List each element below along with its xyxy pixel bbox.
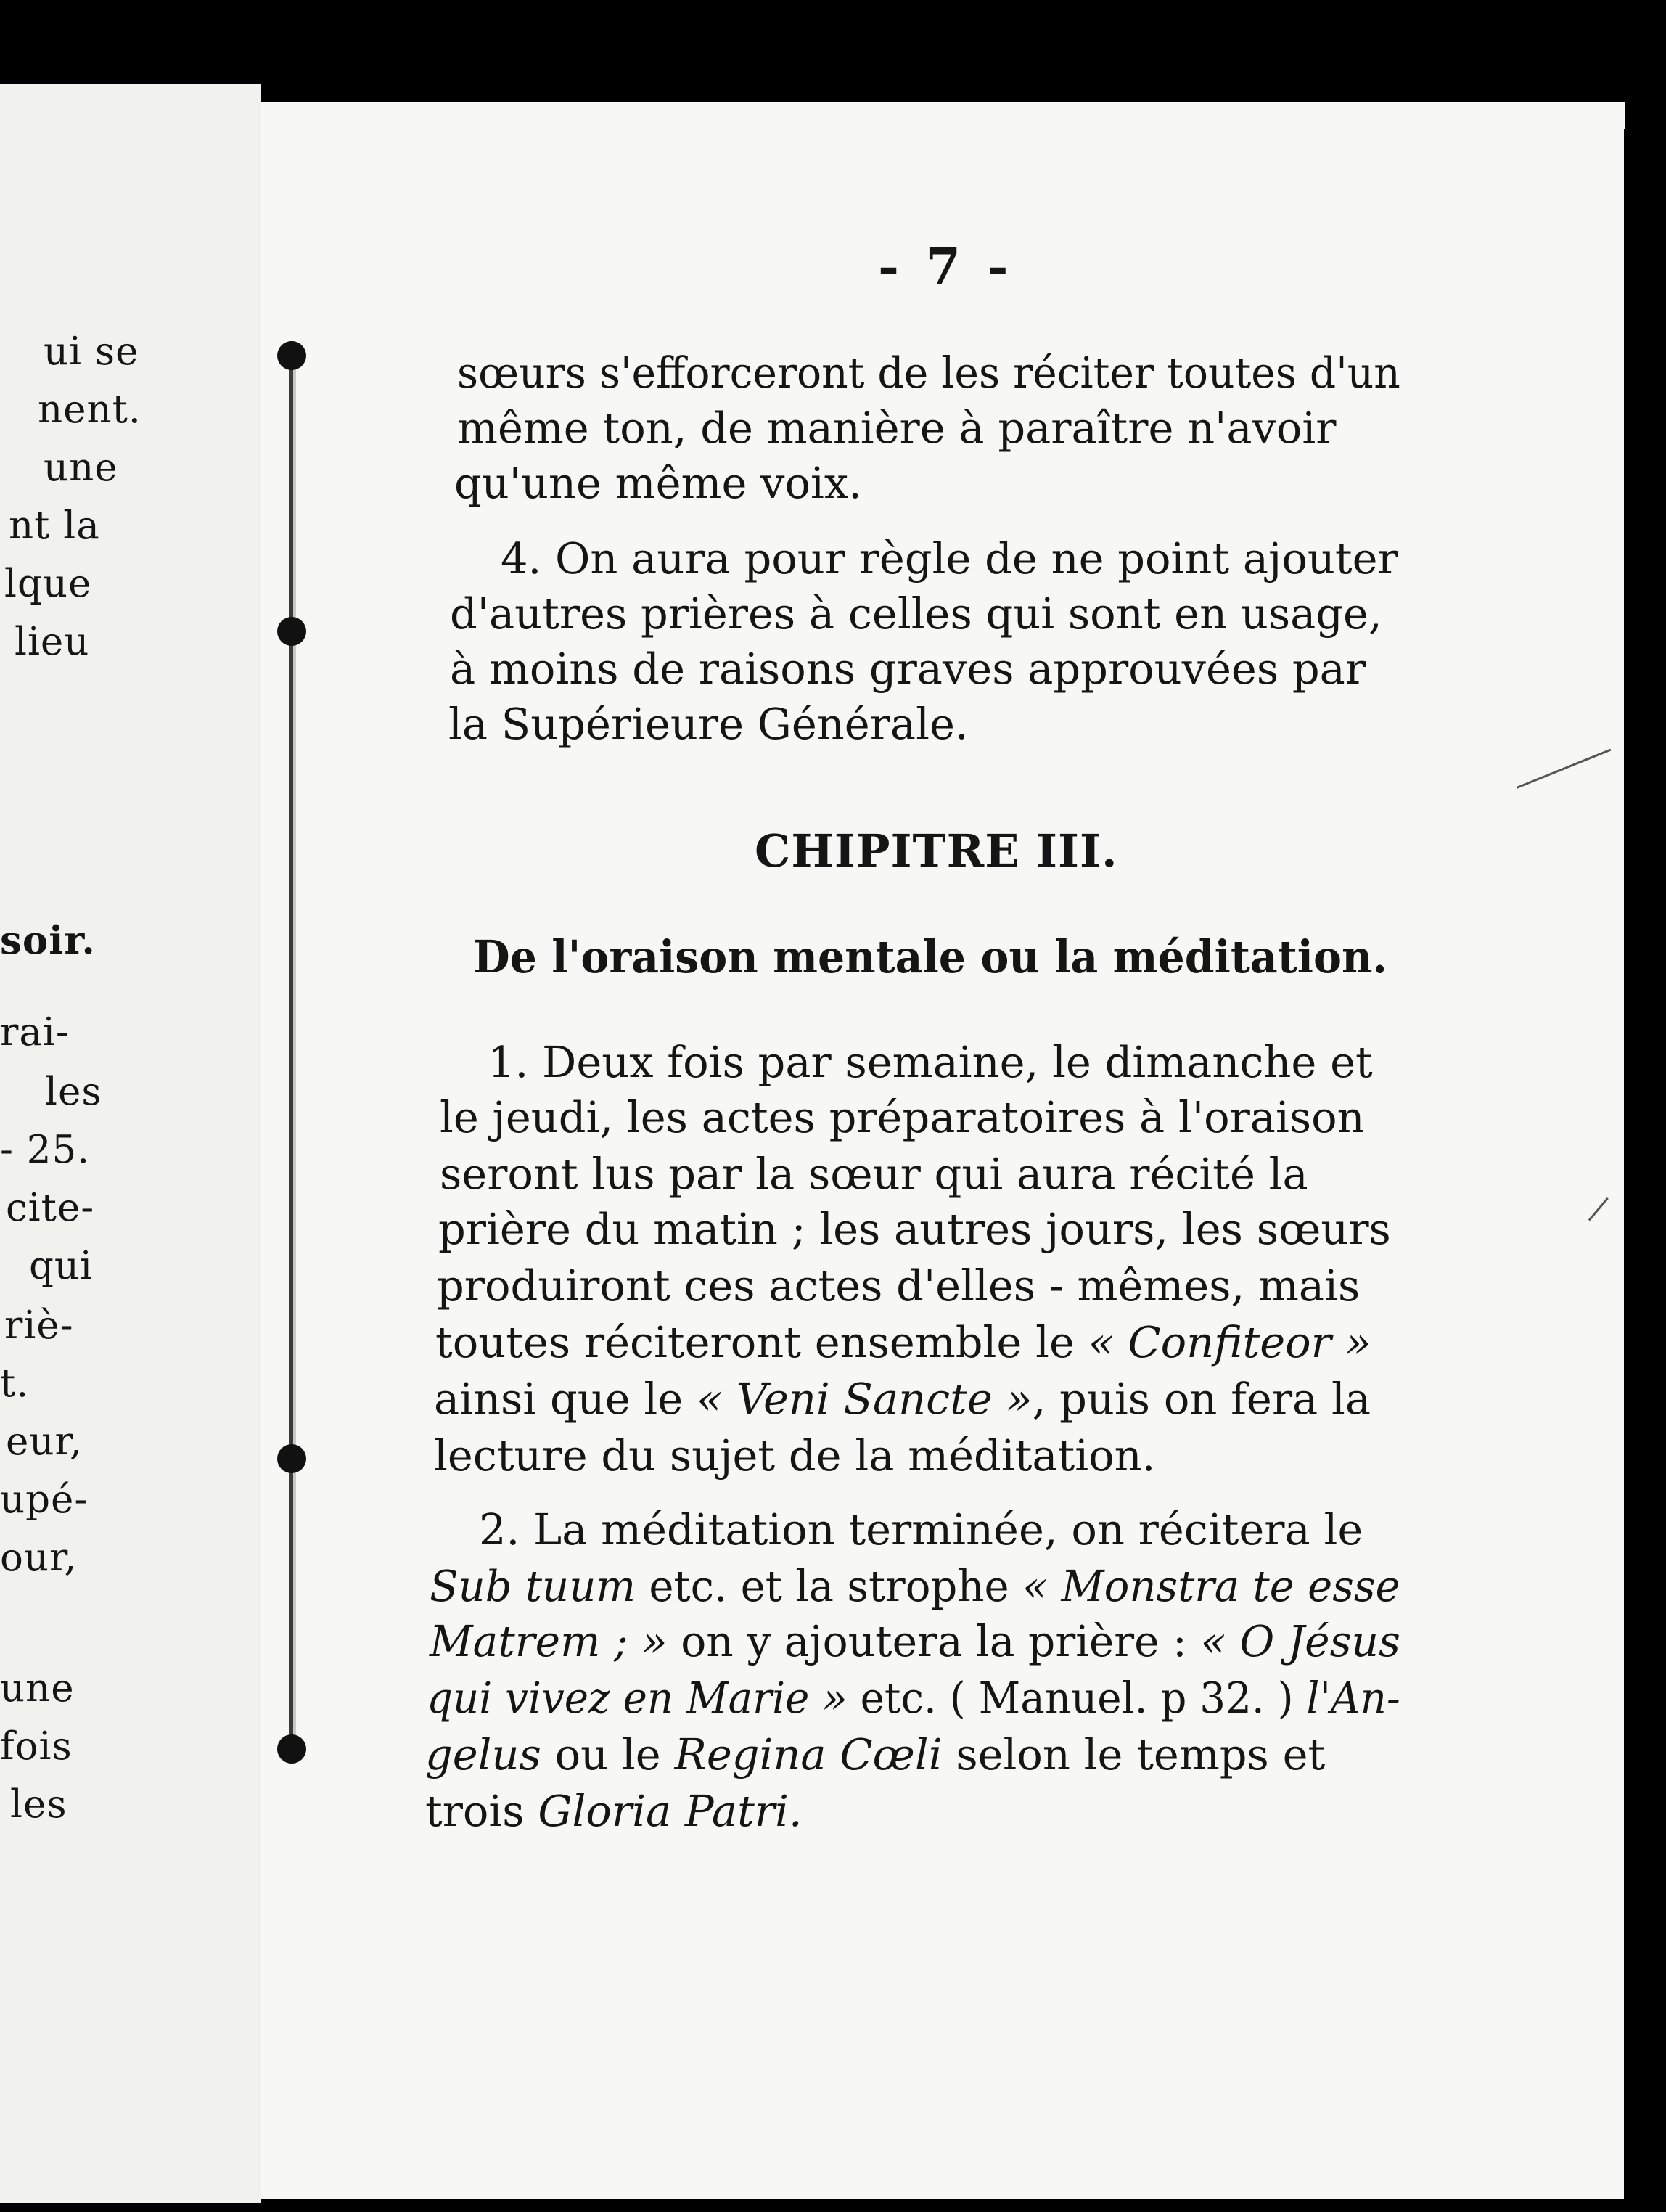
text-line: 1. Deux fois par semaine, le dimanche et (488, 1037, 1373, 1087)
text-span: , puis on fera la (1032, 1374, 1371, 1424)
thread-knot (277, 1444, 306, 1473)
text-line: sœurs s'efforceront de les réciter toutes d'un (457, 348, 1400, 398)
italic-span: Matrem ; » (430, 1616, 668, 1666)
left-fragment: une (44, 446, 118, 490)
text-line (427, 1673, 1400, 1723)
text-span: etc. et la strophe (649, 1561, 1009, 1611)
text-line: 2. La méditation terminée, on récitera le (479, 1504, 1363, 1554)
italic-span: qui vivez en Marie » (427, 1673, 848, 1723)
text-line: produiront ces actes d'elles - mêmes, mais (437, 1261, 1361, 1311)
thread-knot (277, 617, 306, 646)
italic-span: gelus (425, 1729, 541, 1779)
italic-span: « Monstra te esse (1022, 1561, 1400, 1611)
left-fragment: fois (0, 1724, 73, 1769)
left-fragment: qui (29, 1244, 94, 1288)
left-fragment: nt la (9, 504, 100, 548)
left-fragment: - 25. (0, 1128, 91, 1172)
text-line (430, 1616, 1400, 1666)
thread-knot (277, 341, 306, 370)
binding-thread (277, 341, 303, 1764)
text-span: selon le temps et (956, 1729, 1326, 1779)
text-line: à moins de raisons graves approuvées par (450, 644, 1366, 694)
text-span: ou le (554, 1729, 661, 1779)
italic-span: « O Jésus (1200, 1616, 1400, 1666)
left-fragment: riè- (4, 1303, 74, 1348)
left-fragment: t. (0, 1361, 30, 1406)
text-line (435, 1317, 1371, 1367)
chapter-title: CHIPITRE III. (755, 824, 1118, 877)
left-fragment: nent. (38, 388, 141, 432)
left-fragment: ui se (44, 329, 139, 374)
left-fragment: our, (0, 1536, 78, 1580)
left-fragment: upé- (0, 1478, 89, 1522)
text-span: toutes réciteront ensemble le (435, 1317, 1075, 1367)
text-line: lecture du sujet de la méditation. (434, 1430, 1156, 1480)
italic-span: Regina Cœli (674, 1729, 943, 1779)
text-line: la Supérieure Générale. (448, 699, 969, 749)
page-edge-shadow (1624, 129, 1659, 2199)
left-fragment: lieu (15, 620, 90, 664)
left-fragment: soir. (0, 918, 96, 963)
text-line (430, 1561, 1400, 1611)
text-line: prière du matin ; les autres jours, les sœurs (438, 1204, 1391, 1254)
text-line: d'autres prières à celles qui sont en usage, (450, 589, 1382, 639)
italic-span: l'An- (1306, 1673, 1400, 1723)
text-line (425, 1729, 1326, 1779)
left-fragment: les (10, 1782, 67, 1827)
text-span: etc. ( Manuel. p 32. ) (860, 1673, 1294, 1723)
text-line: même ton, de manière à paraître n'avoir (457, 403, 1337, 453)
left-fragment: une (0, 1666, 75, 1711)
text-line (434, 1374, 1371, 1424)
left-fragment: lque (4, 562, 92, 606)
italic-span: Sub tuum (430, 1561, 636, 1611)
thread-knot (277, 1734, 306, 1764)
text-span: on y ajoutera la prière : (681, 1616, 1187, 1666)
thread-highlight (293, 341, 296, 1764)
text-span: trois (425, 1786, 525, 1836)
text-line: le jeudi, les actes préparatoires à l'oraison (440, 1092, 1365, 1142)
italic-span: « Veni Sancte » (696, 1374, 1033, 1424)
left-fragment: les (45, 1070, 102, 1114)
section-title: De l'oraison mentale ou la méditation. (473, 930, 1387, 983)
page-number: - 7 - (878, 237, 1013, 297)
italic-span: Gloria Patri. (538, 1786, 803, 1836)
text-line (425, 1786, 803, 1836)
text-line: qu'une même voix. (454, 458, 862, 508)
text-line: seront lus par la sœur qui aura récité la (440, 1149, 1308, 1199)
italic-span: « Confiteor » (1088, 1317, 1371, 1367)
text-span: ainsi que le (434, 1374, 684, 1424)
left-fragment: rai- (0, 1010, 70, 1054)
left-fragment: cite- (6, 1186, 95, 1230)
text-line: 4. On aura pour règle de ne point ajouter (501, 533, 1398, 583)
left-fragment: eur, (6, 1420, 83, 1464)
